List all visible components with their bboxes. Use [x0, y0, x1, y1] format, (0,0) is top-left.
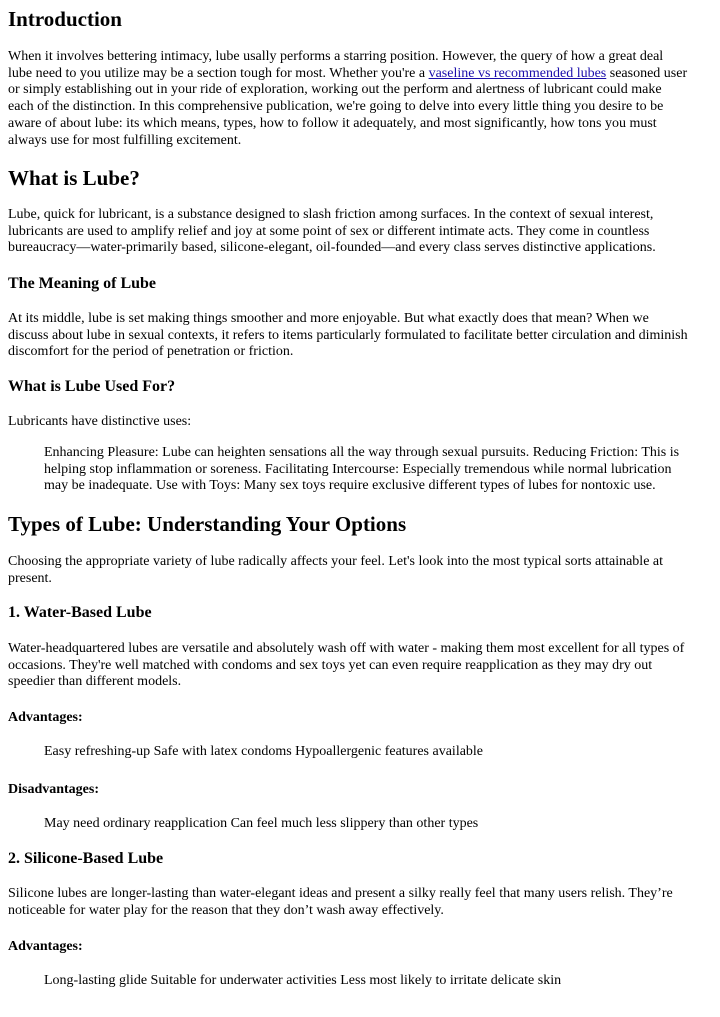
vaseline-vs-lubes-link[interactable]: vaseline vs recommended lubes — [428, 65, 607, 81]
uses-blockquote — [44, 445, 720, 495]
heading-introduction: Introduction — [8, 7, 122, 31]
paragraph-line: Silicone lubes are longer-lasting than water-elegant ideas and present a silky really feel that many users relish. They’re — [8, 886, 673, 901]
paragraph-line: At its middle, lube is set making things smoother and more enjoyable. But what exactly does that mean? When we — [8, 311, 649, 326]
water-disadvantages-label: Disadvantages: — [8, 782, 100, 797]
paragraph-line: speedier than different models. — [8, 674, 182, 690]
water-advantages-label: Advantages: — [8, 710, 83, 725]
paragraph-line: occasions. They're well matched with condoms and sex toys yet can even require reapplication as they may dry out — [8, 657, 653, 673]
paragraph-line: lubricants are used to amplify relief and joy at some point of sex or different intimate acts. They come in countless — [8, 223, 650, 239]
water-disadvantages-list: May need ordinary reapplication Can feel much less slippery than other types — [44, 816, 479, 831]
intro-line: aware of about lube: its which means, types, how to follow it adequately, and most significantly, how tons you must — [8, 115, 657, 131]
water-based-paragraph — [8, 641, 720, 691]
intro-line: always use for most fulfilling excitement. — [8, 132, 242, 148]
silicone-advantages-label: Advantages: — [8, 939, 83, 954]
heading-what-is-lube: What is Lube? — [8, 166, 140, 190]
intro-line: each of the distinction. In this comprehensive publication, we're going to delve into every little thing you desire to be — [8, 99, 664, 115]
what-is-lube-paragraph — [8, 207, 720, 257]
intro-line-text: lube need to you utilize may be a section tough for most. Whether you're a — [8, 65, 429, 81]
intro-paragraph — [8, 49, 720, 149]
paragraph-line: discuss about lube in sexual contexts, it refers to items particularly formulated to facilitate better circulation and diminish — [8, 327, 688, 343]
heading-lube-used-for: What is Lube Used For? — [8, 378, 176, 395]
paragraph-line: discomfort for the period of penetration or friction. — [8, 344, 294, 360]
heading-silicone-based-lube: 2. Silicone-Based Lube — [8, 850, 164, 867]
paragraph-line: Lube, quick for lubricant, is a substance designed to slash friction among surfaces. In the context of sexual interest, — [8, 207, 654, 222]
paragraph-line: noticeable for water play for the reason that they don’t wash away effectively. — [8, 902, 444, 918]
intro-line-text: seasoned user — [606, 65, 688, 81]
silicone-based-paragraph — [8, 886, 720, 919]
paragraph-line: Choosing the appropriate variety of lube radically affects your feel. Let's look into the most typical sorts attainable at — [8, 554, 664, 569]
paragraph-line: bureaucracy—water-primarily based, silicone-elegant, oil-founded—and every class serves distinctive applications. — [8, 240, 656, 256]
paragraph-line: Water-headquartered lubes are versatile and absolutely wash off with water - making them most excellent for all types of — [8, 641, 685, 656]
heading-types-of-lube: Types of Lube: Understanding Your Options — [8, 512, 407, 536]
meaning-paragraph — [8, 311, 720, 361]
paragraph-line: present. — [8, 570, 52, 586]
types-paragraph — [8, 554, 720, 587]
heading-water-based-lube: 1. Water-Based Lube — [8, 604, 152, 621]
heading-meaning-of-lube: The Meaning of Lube — [8, 275, 157, 292]
silicone-advantages-list: Long-lasting glide Suitable for underwater activities Less most likely to irritate delicate skin — [44, 973, 562, 988]
intro-line: or simply establishing out in your ride of exploration, working out the perform and alertness of lubricant could make — [8, 82, 662, 98]
intro-line: When it involves bettering intimacy, lube usally performs a starring position. However, the query of how a great deal — [8, 49, 664, 64]
water-advantages-list: Easy refreshing-up Safe with latex condoms Hypoallergenic features available — [44, 744, 484, 759]
quote-line: helping stop inflammation or soreness. Facilitating Intercourse: Especially tremendous while normal lubrication — [44, 461, 672, 477]
quote-line: Enhancing Pleasure: Lube can heighten sensations all the way through sexual pursuits. Reducing Friction: This is — [44, 445, 680, 460]
intro-line-with-link — [8, 66, 720, 83]
used-for-intro: Lubricants have distinctive uses: — [8, 414, 192, 429]
quote-line: may be inadequate. Use with Toys: Many sex toys require exclusive different types of lubes for nontoxic use. — [44, 478, 656, 494]
